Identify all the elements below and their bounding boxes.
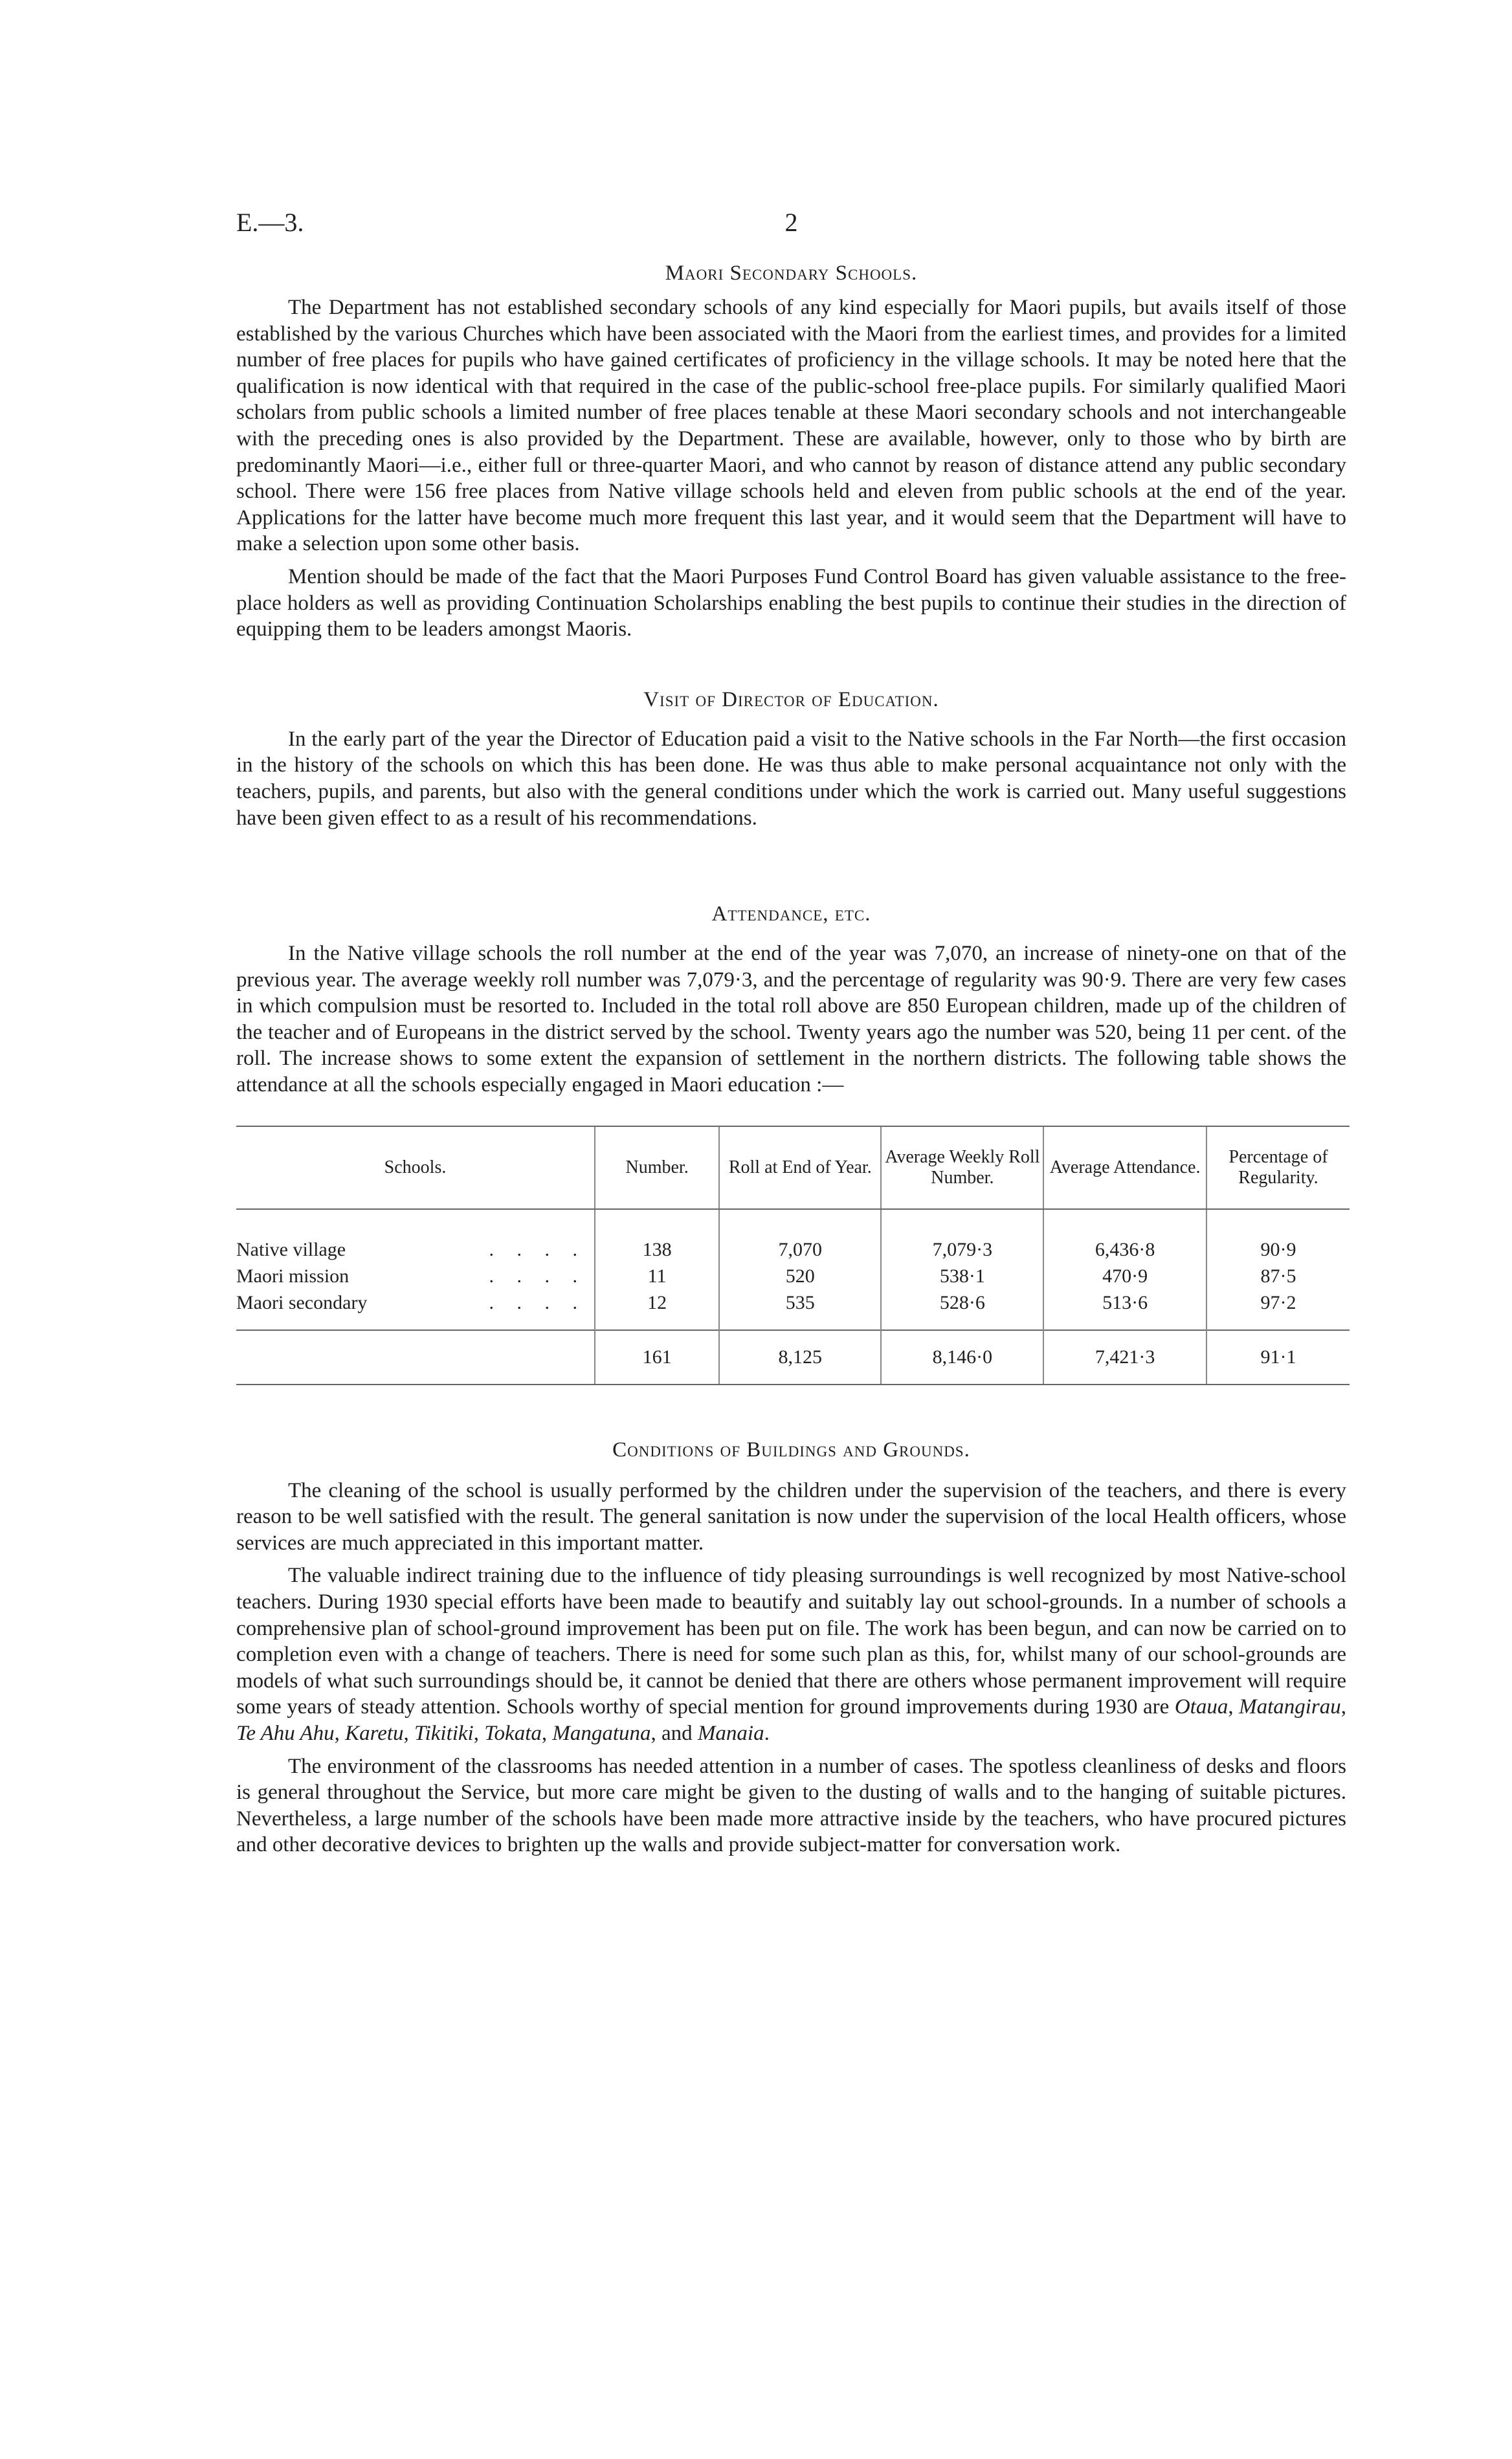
table-cell: [236, 1330, 595, 1385]
place-name: Tokata: [484, 1722, 542, 1745]
place-name: Otaua: [1174, 1695, 1228, 1719]
table-cell: 470·9: [1043, 1263, 1206, 1290]
table-cell: 7,079·3: [881, 1209, 1043, 1263]
table-cell: 12: [595, 1290, 719, 1317]
place-name: Manaia: [697, 1722, 764, 1745]
table-header-row: [236, 1126, 1350, 1209]
place-name: Karetu: [345, 1722, 404, 1745]
col-header: Schools.: [236, 1126, 595, 1209]
total-cell: 7,421·3: [1043, 1330, 1206, 1385]
document-page: [236, 207, 1346, 1858]
col-header: Number.: [595, 1126, 719, 1209]
paragraph: In the Native village schools the roll number at the end of the year was 7,070, an increase of ninety-one on that of the previous year. The average weekly roll number was 7,079·3, and the percentage of regularity was 90·9. There are very few cases in which compulsion must be resorted to. Included in the total roll above are 850 European children, made up of the children of the teacher and of Europeans in the district served by the school. Twenty years ago the number was 520, being 11 per cent. of the roll. The increase shows to some extent the expansion of settlement in the northern districts. The following table shows the attendance at all the schools especially engaged in Maori education :—: [236, 942, 1346, 1097]
attendance-table: [236, 1126, 1350, 1385]
table-cell: 7,070: [719, 1209, 881, 1263]
page-header: [236, 207, 1346, 246]
section-title: Maori Secondary Schools.: [665, 261, 918, 285]
paragraph: The valuable indirect training due to the influence of tidy pleasing surroundings is well recognized by most Native-school teachers. During 1930 special efforts have been made to beautify and suitably lay out school-grounds. In a number of schools a comprehensive plan of school-ground improvement has been put on file. The work has been begun, and can now be carried on to completion even with a change of teachers. There is need for some such plan as this, for, whilst many of our school-grounds are models of what such surroundings should be, it cannot be denied that there are others whose permanent improvement will require some years of steady attention. Schools worthy of special mention for ground improvements during 1930 are Otaua, Matangirau, Te Ahu Ahu, Karetu, Tikitiki, Tokata, Mangatuna, and Manaia.: [236, 1564, 1347, 1745]
table-cell: 528·6: [881, 1290, 1043, 1317]
paragraph: Mention should be made of the fact that the Maori Purposes Fund Control Board has given valuable assistance to the free-place holders as well as providing Continuation Scholarships enabling the best pupils to continue their studies in the direction of equipping them to be leaders amongst Maoris.: [236, 564, 1346, 641]
section-title: Attendance, etc.: [711, 902, 871, 926]
place-name: Mangatuna: [552, 1722, 651, 1745]
total-cell: 8,146·0: [881, 1330, 1043, 1385]
school-cell: Native village . . . .: [236, 1239, 587, 1261]
table-cell: 513·6: [1043, 1290, 1206, 1317]
total-cell: 91·1: [1206, 1330, 1350, 1385]
document-reference: E.—3.: [236, 208, 304, 237]
col-header: Average Weekly Roll Number.: [881, 1126, 1043, 1209]
table-row: [236, 1290, 1350, 1317]
table-spacer: [236, 1317, 1350, 1330]
col-header: Percentage of Regularity.: [1206, 1126, 1350, 1209]
section-title: Conditions of Buildings and Grounds.: [612, 1438, 970, 1462]
table-cell: 6,436·8: [1043, 1209, 1206, 1263]
table-row: [236, 1209, 1350, 1263]
place-name: Te Ahu Ahu: [236, 1722, 335, 1745]
table-cell: 535: [719, 1290, 881, 1317]
paragraph: The environment of the classrooms has needed attention in a number of cases. The spotless cleanliness of desks and floors is general throughout the Service, but more care might be given to the dusting of walls and to the hanging of suitable pictures. Nevertheless, a large number of the schools have been made more attractive inside by the teachers, who have procured pictures and other decorative devices to brighten up the walls and provide subject-matter for conversation work.: [236, 1754, 1346, 1857]
section-title: Visit of Director of Education.: [643, 687, 939, 711]
table-cell: 90·9: [1206, 1209, 1350, 1263]
school-cell: Maori secondary . . . .: [236, 1292, 587, 1314]
table-row: [236, 1263, 1350, 1290]
total-cell: 8,125: [719, 1330, 881, 1385]
place-name: Matangirau: [1239, 1695, 1341, 1719]
paragraph: In the early part of the year the Director of Education paid a visit to the Native schools in the Far North—the first occasion in the history of the schools on which this has been done. He was thus able to make personal acquaintance not only with the teachers, pupils, and parents, but also with the general conditions under which the work is carried out. Many useful suggestions have been given effect to as a result of his recommendations.: [236, 727, 1346, 830]
table-total-row: [236, 1330, 1350, 1385]
place-name: Tikitiki: [414, 1722, 474, 1745]
table-cell: 87·5: [1206, 1263, 1350, 1290]
page-number: 2: [784, 208, 798, 237]
table-cell: 538·1: [881, 1263, 1043, 1290]
total-cell: 161: [595, 1330, 719, 1385]
col-header: Average Attendance.: [1043, 1126, 1206, 1209]
col-header: Roll at End of Year.: [719, 1126, 881, 1209]
table-cell: 520: [719, 1263, 881, 1290]
table-cell: 11: [595, 1263, 719, 1290]
table-cell: 97·2: [1206, 1290, 1350, 1317]
school-cell: Maori mission . . . .: [236, 1265, 587, 1287]
table-cell: 138: [595, 1209, 719, 1263]
paragraph: The Department has not established secondary schools of any kind especially for Maori pupils, but avails itself of those established by the various Churches which have been associated with the Maori from the earliest times, and provides for a limited number of free places for pupils who have gained certificates of proficiency in the village schools. It may be noted here that the qualification is now identical with that required in the case of the public-school free-place pupils. For similarly qualified Maori scholars from public schools a limited number of free places tenable at these Maori secondary schools and not interchangeable with the preceding ones is also provided by the Department. These are available, however, only to those who by birth are predominantly Maori—i.e., either full or three-quarter Maori, and who cannot by reason of distance attend any public secondary school. There were 156 free places from Native village schools held and eleven from public schools at the end of the year. Applications for the latter have become much more frequent this last year, and it would seem that the Department will have to make a selection upon some other basis.: [236, 296, 1346, 556]
paragraph: The cleaning of the school is usually performed by the children under the supervision of the teachers, and there is every reason to be well satisfied with the result. The general sanitation is now under the supervision of the local Health officers, whose services are much appreciated in this important matter.: [236, 1478, 1346, 1555]
